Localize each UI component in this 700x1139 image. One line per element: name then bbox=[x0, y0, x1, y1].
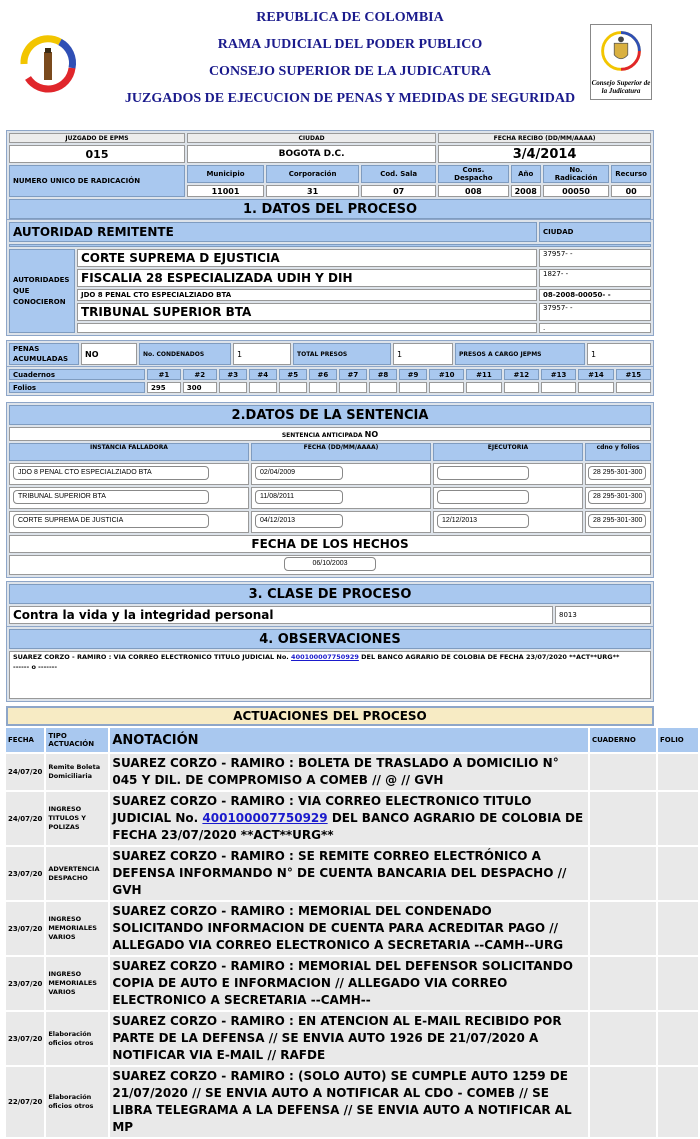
cuadernos-label: Cuadernos bbox=[9, 369, 145, 380]
anio-label: Año bbox=[511, 165, 541, 183]
observaciones-separator: ------ o ------- bbox=[13, 663, 58, 671]
ejecutoria-input[interactable]: 12/12/2013 bbox=[437, 514, 529, 528]
cuaderno-number: #4 bbox=[249, 369, 277, 380]
titulo-judicial-link[interactable]: 400100007750929 bbox=[291, 653, 359, 661]
instancia-header: INSTANCIA FALLADORA bbox=[9, 443, 249, 461]
folio-value bbox=[616, 382, 651, 393]
cuaderno-number: #6 bbox=[309, 369, 337, 380]
folio-value bbox=[399, 382, 427, 393]
anotacion-column-header: ANOTACIÓN bbox=[110, 728, 588, 752]
actuacion-folio bbox=[658, 1012, 698, 1065]
juzgado-value: 015 bbox=[9, 145, 185, 163]
radicacion-section bbox=[6, 130, 654, 222]
juzgado-label: JUZGADO DE EPMS bbox=[9, 133, 185, 143]
folios-input[interactable]: 28 295-301-300 bbox=[588, 514, 646, 528]
actuacion-anotacion bbox=[110, 792, 588, 845]
folio-value bbox=[369, 382, 397, 393]
observaciones-text bbox=[9, 651, 651, 699]
ciudad-value: BOGOTA D.C. bbox=[187, 145, 436, 163]
anotacion-text: SUAREZ CORZO - RAMIRO : BOLETA DE TRASLADO A DOMICILIO N° 045 Y DIL. DE COMPROMISO A COMEB // @ // GVH bbox=[112, 756, 559, 787]
actuacion-tipo: INGRESO MEMORIALES VARIOS bbox=[46, 957, 108, 1010]
actuacion-row bbox=[6, 957, 698, 1010]
sentencia-title: 2.DATOS DE LA SENTENCIA bbox=[9, 405, 651, 425]
actuacion-folio bbox=[658, 847, 698, 900]
actuacion-row bbox=[6, 847, 698, 900]
actuacion-row bbox=[6, 754, 698, 790]
autoridades-section bbox=[6, 219, 654, 336]
ejecutoria-input[interactable] bbox=[437, 466, 529, 480]
cuaderno-number: #15 bbox=[616, 369, 651, 380]
folios-label: Folios bbox=[9, 382, 145, 393]
cuaderno-number: #2 bbox=[183, 369, 217, 380]
autoridad-name: FISCALIA 28 ESPECIALIZADA UDIH Y DIH bbox=[77, 269, 537, 287]
folio-value bbox=[429, 382, 464, 393]
cuaderno-number: #10 bbox=[429, 369, 464, 380]
cuaderno-number: #14 bbox=[578, 369, 613, 380]
actuacion-folio bbox=[658, 1067, 698, 1137]
folios-input[interactable]: 28 295-301-300 bbox=[588, 466, 646, 480]
actuacion-anotacion bbox=[110, 1067, 588, 1137]
cuaderno-number: #5 bbox=[279, 369, 307, 380]
folio-value bbox=[309, 382, 337, 393]
sentencia-anticipada-label: SENTENCIA ANTICIPADA bbox=[281, 431, 363, 439]
total-presos-value: 1 bbox=[393, 343, 453, 365]
penas-section bbox=[6, 340, 654, 368]
clase-value: Contra la vida y la integridad personal bbox=[9, 606, 553, 624]
sentencia-anticipada bbox=[9, 427, 651, 441]
ejecutoria-header: EJECUTORIA bbox=[433, 443, 583, 461]
observaciones-text-pre: SUAREZ CORZO - RAMIRO : VIA CORREO ELECTRONICO TITULO JUDICIAL No. bbox=[13, 653, 292, 661]
corporacion-label: Corporación bbox=[266, 165, 359, 183]
ciudad-label: CIUDAD bbox=[187, 133, 436, 143]
autoridad-code: . bbox=[539, 323, 651, 333]
anotacion-text: SUAREZ CORZO - RAMIRO : EN ATENCION AL E-MAIL RECIBIDO POR PARTE DE LA DEFENSA // SE ENVIA AUTO 1926 DE 21/07/2020 A NOTIFICAR VIA E-MAIL // RAFDE bbox=[112, 1014, 562, 1062]
fecha-recibo-value: 3/4/2014 bbox=[438, 145, 651, 163]
actuacion-fecha: 24/07/20 bbox=[6, 792, 44, 845]
ciudad-remitente-label: CIUDAD bbox=[539, 222, 651, 242]
anotacion-text: SUAREZ CORZO - RAMIRO : MEMORIAL DEL DEFENSOR SOLICITANDO COPIA DE AUTO E INFORMACION // ALLEGADO VIA CORREO ELECTRONICO A SECRETARIA --CAMH-- bbox=[112, 959, 573, 1007]
actuacion-folio bbox=[658, 792, 698, 845]
cuaderno-number: #8 bbox=[369, 369, 397, 380]
autoridad-code: 37957- - bbox=[539, 249, 651, 267]
recurso-value: 00 bbox=[611, 185, 651, 197]
actuacion-cuaderno bbox=[590, 847, 656, 900]
total-presos-label: TOTAL PRESOS bbox=[293, 343, 391, 365]
anotacion-text: SUAREZ CORZO - RAMIRO : VIA CORREO ELECTRONICO TITULO JUDICIAL No. bbox=[112, 794, 532, 825]
actuacion-cuaderno bbox=[590, 902, 656, 955]
autoridad-code: 08-2008-00050- - bbox=[539, 289, 651, 301]
observaciones-section bbox=[6, 626, 654, 702]
actuacion-row bbox=[6, 1067, 698, 1137]
no-radicacion-value: 00050 bbox=[543, 185, 609, 197]
anotacion-text-post: DEL BANCO AGRARIO DE COLOBIA DE FECHA 23/07/2020 **ACT**URG** bbox=[112, 811, 584, 842]
fecha-input[interactable]: 04/12/2013 bbox=[255, 514, 343, 528]
municipio-value: 11001 bbox=[187, 185, 264, 197]
actuacion-folio bbox=[658, 754, 698, 790]
actuacion-tipo: INGRESO TITULOS Y POLIZAS bbox=[46, 792, 108, 845]
spacer bbox=[9, 244, 651, 247]
autoridad-code: 37957- - bbox=[539, 303, 651, 321]
recurso-label: Recurso bbox=[611, 165, 651, 183]
anotacion-text: SUAREZ CORZO - RAMIRO : (SOLO AUTO) SE CUMPLE AUTO 1259 DE 21/07/2020 // SE ENVIA AUTO A NOTIFICAR AL CDO - COMEB // SE LIBRA TELEGRAMA A LA DEFENSA // SE ENVIA AUTO A NOTIFICAR AL MP bbox=[112, 1069, 572, 1134]
anotacion-text: SUAREZ CORZO - RAMIRO : MEMORIAL DEL CONDENADO SOLICITANDO INFORMACION DE CUENTA PARA ACREDITAR PAGO // ALLEGADO VIA CORREO ELECTRONICO A SECRETARIA --CAMH--URG bbox=[112, 904, 564, 952]
cuaderno-number: #12 bbox=[504, 369, 539, 380]
cod-sala-label: Cod. Sala bbox=[361, 165, 436, 183]
actuacion-tipo: INGRESO MEMORIALES VARIOS bbox=[46, 902, 108, 955]
folio-value: 295 bbox=[147, 382, 181, 393]
header-line-3: CONSEJO SUPERIOR DE LA JUDICATURA bbox=[208, 64, 492, 79]
observaciones-title: 4. OBSERVACIONES bbox=[9, 629, 651, 649]
penas-acumuladas-value: NO bbox=[81, 343, 137, 365]
fecha-column-header: FECHA bbox=[6, 728, 44, 752]
actuacion-fecha: 23/07/20 bbox=[6, 1012, 44, 1065]
actuacion-cuaderno bbox=[590, 1067, 656, 1137]
cons-despacho-label: Cons. Despacho bbox=[438, 165, 508, 183]
nur-label: NUMERO UNICO DE RADICACIÓN bbox=[9, 165, 185, 197]
actuacion-fecha: 23/07/20 bbox=[6, 957, 44, 1010]
header-line-4: JUZGADOS DE EJECUCION DE PENAS Y MEDIDAS DE SEGURIDAD bbox=[124, 91, 576, 106]
actuacion-row bbox=[6, 1012, 698, 1065]
cuaderno-column-header: CUADERNO bbox=[590, 728, 656, 752]
actuacion-tipo: Remite Boleta Domiciliaria bbox=[46, 754, 108, 790]
actuacion-cuaderno bbox=[590, 754, 656, 790]
actuacion-fecha: 24/07/20 bbox=[6, 754, 44, 790]
instancia-input[interactable]: JDO 8 PENAL CTO ESPECIALZIADO BTA bbox=[13, 466, 209, 480]
condenados-label: No. CONDENADOS bbox=[139, 343, 231, 365]
condenados-value: 1 bbox=[233, 343, 291, 365]
cons-despacho-value: 008 bbox=[438, 185, 508, 197]
folio-column-header: FOLIO bbox=[658, 728, 698, 752]
header-line-1: REPUBLICA DE COLOMBIA bbox=[256, 10, 444, 25]
autoridad-name: JDO 8 PENAL CTO ESPECIALZIADO BTA bbox=[77, 289, 537, 301]
autoridad-name: TRIBUNAL SUPERIOR BTA bbox=[77, 303, 537, 321]
actuacion-anotacion bbox=[110, 847, 588, 900]
titulo-judicial-link[interactable]: 400100007750929 bbox=[202, 811, 328, 825]
folios-input[interactable]: 28 295-301-300 bbox=[588, 490, 646, 504]
folio-value bbox=[339, 382, 367, 393]
no-radicacion-label: No. Radicación bbox=[543, 165, 609, 183]
autoridad-code: 1827- - bbox=[539, 269, 651, 287]
folio-value bbox=[249, 382, 277, 393]
rama-judicial-logo-icon bbox=[10, 28, 86, 100]
actuacion-cuaderno bbox=[590, 1012, 656, 1065]
actuacion-tipo: Elaboración oficios otros bbox=[46, 1012, 108, 1065]
folio-value bbox=[279, 382, 307, 393]
folio-value bbox=[504, 382, 539, 393]
logo-caption: Consejo Superior de la Judicatura bbox=[591, 79, 651, 95]
presos-cargo-value: 1 bbox=[587, 343, 651, 365]
clase-title: 3. CLASE DE PROCESO bbox=[9, 584, 651, 604]
cod-sala-value: 07 bbox=[361, 185, 436, 197]
corporacion-value: 31 bbox=[266, 185, 359, 197]
folio-value bbox=[578, 382, 613, 393]
page-header bbox=[0, 0, 700, 126]
folio-value bbox=[219, 382, 247, 393]
fecha-recibo-label: FECHA RECIBO (DD/MM/AAAA) bbox=[438, 133, 651, 143]
autoridad-name bbox=[77, 323, 537, 333]
actuacion-fecha: 22/07/20 bbox=[6, 1067, 44, 1137]
clase-code: 8013 bbox=[555, 606, 651, 624]
autoridades-conocieron-label: AUTORIDADES QUE CONOCIERON bbox=[9, 249, 75, 333]
tipo-column-header: TIPO ACTUACIÓN bbox=[46, 728, 108, 752]
coat-of-arms-icon bbox=[591, 25, 651, 75]
instancia-input[interactable]: TRIBUNAL SUPERIOR BTA bbox=[13, 490, 209, 504]
actuacion-anotacion bbox=[110, 902, 588, 955]
actuacion-fecha: 23/07/20 bbox=[6, 902, 44, 955]
actuaciones-title: ACTUACIONES DEL PROCESO bbox=[6, 706, 654, 726]
fecha-input[interactable]: 11/08/2011 bbox=[255, 490, 343, 504]
datos-proceso-title: 1. DATOS DEL PROCESO bbox=[9, 199, 651, 219]
actuacion-tipo: ADVERTENCIA DESPACHO bbox=[46, 847, 108, 900]
instancia-input[interactable]: CORTE SUPREMA DE JUSTICIA bbox=[13, 514, 209, 528]
actuacion-row bbox=[6, 902, 698, 955]
fecha-input[interactable]: 02/04/2009 bbox=[255, 466, 343, 480]
actuacion-folio bbox=[658, 902, 698, 955]
actuacion-cuaderno bbox=[590, 957, 656, 1010]
autoridad-remitente-label: AUTORIDAD REMITENTE bbox=[9, 222, 537, 242]
ejecutoria-input[interactable] bbox=[437, 490, 529, 504]
actuaciones-table bbox=[4, 726, 700, 1139]
actuacion-tipo: Elaboración oficios otros bbox=[46, 1067, 108, 1137]
cuaderno-number: #9 bbox=[399, 369, 427, 380]
cuaderno-number: #3 bbox=[219, 369, 247, 380]
sentencia-anticipada-value: NO bbox=[364, 429, 379, 439]
cuaderno-number: #1 bbox=[147, 369, 181, 380]
consejo-superior-logo bbox=[590, 24, 652, 100]
anotacion-text: SUAREZ CORZO - RAMIRO : SE REMITE CORREO ELECTRÓNICO A DEFENSA INFORMANDO N° DE CUENTA BANCARIA DEL DESPACHO // GVH bbox=[112, 849, 567, 897]
folio-value bbox=[541, 382, 576, 393]
actuacion-fecha: 23/07/20 bbox=[6, 847, 44, 900]
header-line-2: RAMA JUDICIAL DEL PODER PUBLICO bbox=[217, 37, 483, 52]
fecha-hechos-label: FECHA DE LOS HECHOS bbox=[9, 535, 651, 553]
cuaderno-number: #11 bbox=[466, 369, 501, 380]
folio-value: 300 bbox=[183, 382, 217, 393]
cuaderno-number: #13 bbox=[541, 369, 576, 380]
observaciones-text-post: DEL BANCO AGRARIO DE COLOBIA DE FECHA 23/07/2020 **ACT**URG** bbox=[358, 653, 620, 661]
folios-header: cdno y folios bbox=[585, 443, 651, 461]
clase-section bbox=[6, 581, 654, 627]
folio-value bbox=[466, 382, 501, 393]
actuacion-anotacion bbox=[110, 754, 588, 790]
cuadernos-section bbox=[6, 366, 654, 396]
penas-acumuladas-label: PENAS ACUMULADAS bbox=[9, 343, 79, 365]
autoridad-name: CORTE SUPREMA D EJUSTICIA bbox=[77, 249, 537, 267]
fecha-header: FECHA (DD/MM/AAAA) bbox=[251, 443, 431, 461]
actuacion-anotacion bbox=[110, 957, 588, 1010]
municipio-label: Municipio bbox=[187, 165, 264, 183]
actuacion-anotacion bbox=[110, 1012, 588, 1065]
fecha-hechos-input[interactable]: 06/10/2003 bbox=[284, 557, 376, 571]
actuacion-cuaderno bbox=[590, 792, 656, 845]
presos-cargo-label: PRESOS A CARGO JEPMS bbox=[455, 343, 585, 365]
actuacion-row bbox=[6, 792, 698, 845]
actuacion-folio bbox=[658, 957, 698, 1010]
cuaderno-number: #7 bbox=[339, 369, 367, 380]
sentencia-section bbox=[6, 402, 654, 578]
anio-value: 2008 bbox=[511, 185, 541, 197]
